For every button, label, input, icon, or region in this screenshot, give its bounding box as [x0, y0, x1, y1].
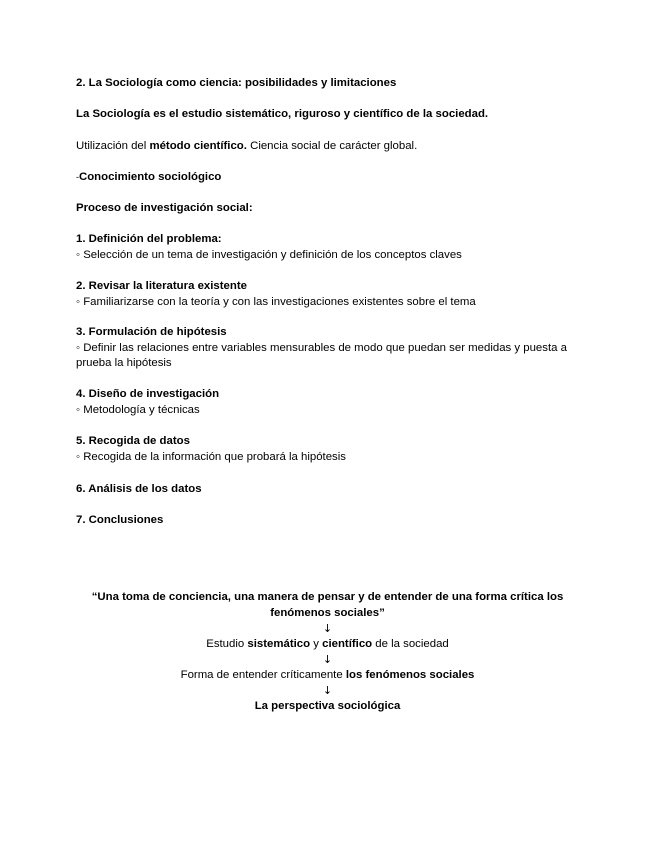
step-detail: ◦ Selección de un tema de investigación y definición de los conceptos claves [76, 248, 462, 261]
step-7 [76, 513, 586, 529]
step-4 [76, 387, 586, 418]
flow-text: y [310, 637, 323, 650]
step-detail: ◦ Familiarizarse con la teoría y con las investigaciones existentes sobre el tema [76, 295, 476, 308]
step-3 [76, 325, 586, 372]
step-title: 3. Formulación de hipótesis [76, 326, 227, 338]
step-title: 6. Análisis de los datos [76, 483, 202, 495]
step-2 [76, 279, 586, 310]
step-title: 7. Conclusiones [76, 514, 164, 526]
down-arrow-icon: ↓ [322, 622, 333, 635]
flow-text: Estudio [206, 637, 248, 650]
step-title: 1. Definición del problema: [76, 233, 222, 245]
flow-conclusion: La perspectiva sociológica [254, 699, 401, 712]
section-heading: 2. La Sociología como ciencia: posibilidades y limitaciones [76, 77, 397, 89]
step-1 [76, 232, 586, 263]
step-title: 2. Revisar la literatura existente [76, 280, 247, 292]
flow-text: de la sociedad [372, 637, 449, 650]
step-detail: ◦ Recogida de la información que probará la hipótesis [76, 450, 346, 463]
flow-study-line [60, 637, 595, 653]
step-title: 5. Recogida de datos [76, 435, 190, 447]
method-prefix: Utilización del [76, 140, 150, 152]
method-line [76, 139, 586, 155]
sociological-perspective-flow [60, 590, 595, 714]
down-arrow-icon: ↓ [322, 684, 333, 697]
method-bold: método científico. [149, 140, 247, 152]
step-detail: ◦ Metodología y técnicas [76, 403, 200, 416]
flow-quote: “Una toma de conciencia, una manera de pensar y de entender de una forma crítica los fenómenos sociales” [91, 591, 564, 619]
knowledge-label: Conocimiento sociológico [79, 171, 222, 183]
down-arrow-icon: ↓ [322, 653, 333, 666]
step-detail: ◦ Definir las relaciones entre variables mensurables de modo que puedan ser medidas y puesta a prueba la hipótesis [76, 341, 567, 369]
method-suffix: Ciencia social de carácter global. [246, 140, 418, 152]
step-title: 4. Diseño de investigación [76, 388, 220, 400]
knowledge-dash: - [76, 172, 79, 182]
flow-bold: sistemático [247, 637, 311, 650]
flow-bold: científico [322, 637, 373, 650]
step-6 [76, 482, 586, 498]
knowledge-line [76, 170, 586, 186]
flow-text: Forma de entender críticamente [180, 668, 346, 681]
flow-critical-line [60, 668, 595, 684]
flow-bold: los fenómenos sociales [345, 668, 475, 681]
sociology-definition: La Sociología es el estudio sistemático, riguroso y científico de la sociedad. [76, 108, 489, 120]
process-title: Proceso de investigación social: [76, 202, 253, 214]
step-5 [76, 434, 586, 465]
